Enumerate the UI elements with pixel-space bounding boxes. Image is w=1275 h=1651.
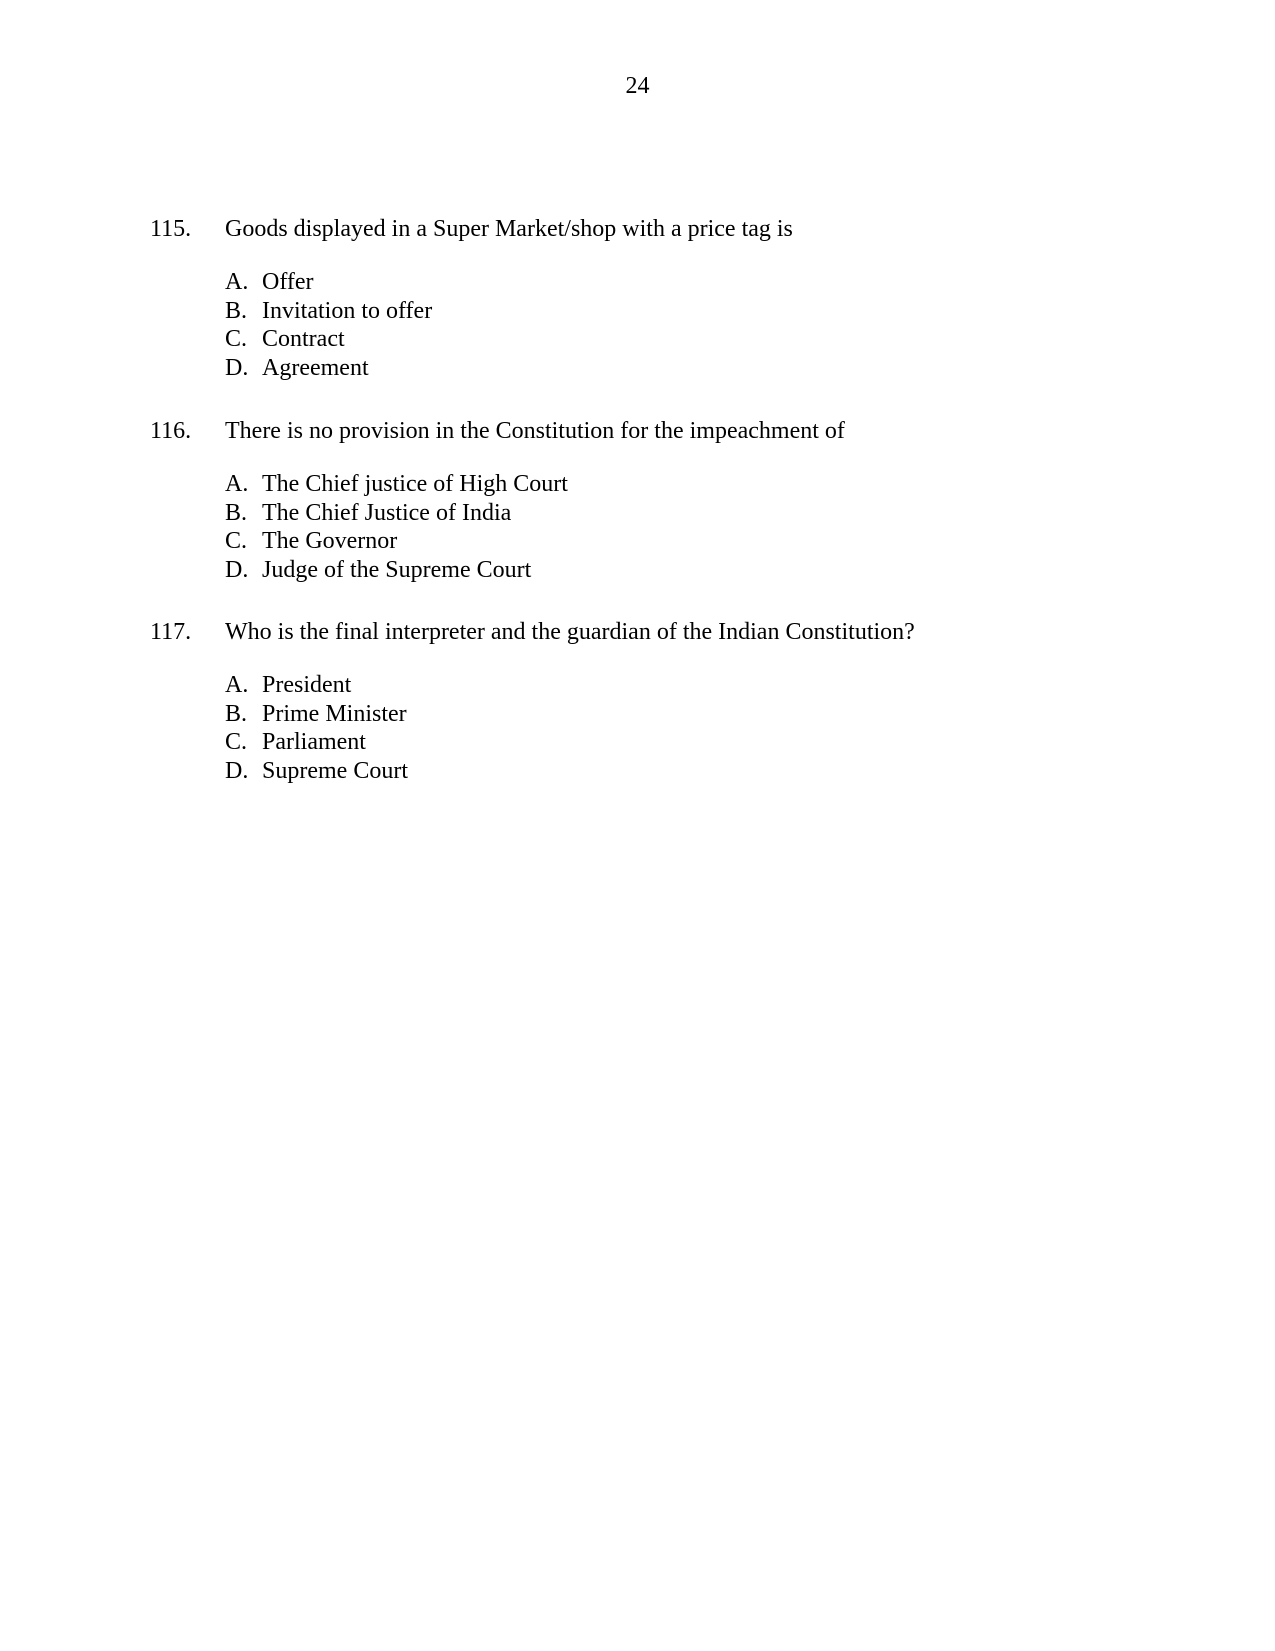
option-text: Invitation to offer <box>262 297 433 324</box>
option-b <box>150 499 1200 528</box>
option-letter: C. <box>225 528 248 555</box>
option-letter: D. <box>225 758 249 785</box>
option-text: Parliament <box>262 729 366 756</box>
question-stem <box>150 416 1200 446</box>
option-letter: C. <box>225 729 248 756</box>
question-number: 115. <box>150 216 192 242</box>
question-115 <box>150 214 1200 383</box>
option-letter: D. <box>225 557 249 584</box>
option-text: Judge of the Supreme Court <box>262 557 532 584</box>
option-text: Offer <box>262 269 314 295</box>
option-c <box>150 527 1200 556</box>
option-letter: D. <box>225 355 249 382</box>
option-text: Agreement <box>262 355 369 382</box>
question-stem <box>150 214 1200 244</box>
option-b <box>150 297 1200 326</box>
option-letter: A. <box>225 672 249 698</box>
option-letter: B. <box>225 499 248 526</box>
option-letter: A. <box>225 471 249 497</box>
option-list <box>150 268 1200 383</box>
option-text: Contract <box>262 326 345 353</box>
question-number: 117. <box>150 619 192 645</box>
option-d <box>150 556 1200 585</box>
option-list <box>150 671 1200 786</box>
option-text: Prime Minister <box>262 700 407 727</box>
option-list <box>150 470 1200 585</box>
question-text: There is no provision in the Constitution for the impeachment of <box>225 418 845 444</box>
option-text: The Governor <box>262 528 398 555</box>
page-number: 24 <box>625 73 650 99</box>
question-number: 116. <box>150 418 192 444</box>
question-text: Who is the final interpreter and the guardian of the Indian Constitution? <box>225 619 915 645</box>
option-a <box>150 470 1200 499</box>
option-c <box>150 325 1200 354</box>
option-c <box>150 728 1200 757</box>
option-letter: C. <box>225 326 248 353</box>
option-text: The Chief justice of High Court <box>262 471 568 497</box>
option-a <box>150 671 1200 700</box>
option-letter: B. <box>225 297 248 324</box>
option-text: Supreme Court <box>262 758 408 785</box>
question-text: Goods displayed in a Super Market/shop with a price tag is <box>225 216 793 242</box>
option-d <box>150 757 1200 786</box>
question-117 <box>150 617 1200 786</box>
question-116 <box>150 416 1200 585</box>
option-letter: A. <box>225 269 249 295</box>
option-text: President <box>262 672 352 698</box>
option-b <box>150 700 1200 729</box>
question-stem <box>150 617 1200 647</box>
option-a <box>150 268 1200 297</box>
option-text: The Chief Justice of India <box>262 499 512 526</box>
option-d <box>150 354 1200 383</box>
option-letter: B. <box>225 700 248 727</box>
